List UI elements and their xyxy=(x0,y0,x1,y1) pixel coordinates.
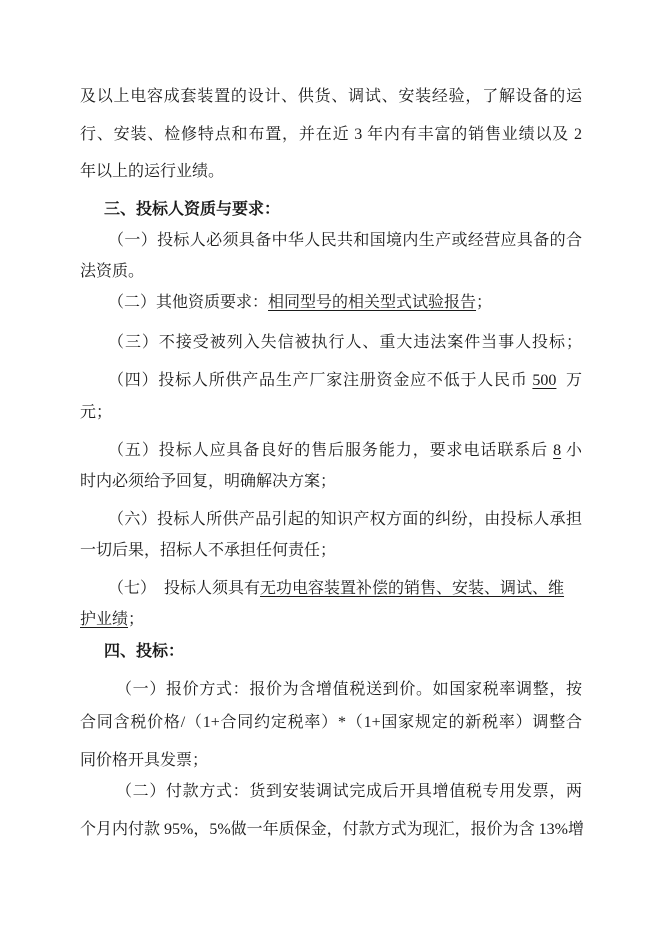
paragraph-line: 时内必须给予回复，明确解决方案； xyxy=(80,473,337,490)
paragraph-line: 年以上的运行业绩。 xyxy=(80,163,225,180)
paragraph-line: 及以上电容成套装置的设计、供货、调试、安装经验，了解设备的运 xyxy=(80,88,582,105)
paragraph-line xyxy=(80,609,582,631)
item-prefix: （四）投标人所供产品生产厂家注册资金应不低于人民币 xyxy=(108,372,528,389)
paragraph-line: （一）投标人必须具备中华人民共和国境内生产或经营应具备的合 xyxy=(108,232,582,249)
paragraph-line: （一）报价方式：报价为含增值税送到价。如国家税率调整，按 xyxy=(116,681,582,698)
item-prefix: （七） 投标人须具有 xyxy=(108,580,261,597)
paragraph-line: （二）付款方式：货到安装调试完成后开具增值税专用发票，两 xyxy=(116,783,582,800)
paragraph-line: （三）不接受被列入失信被执行人、重大违法案件当事人投标； xyxy=(108,334,582,351)
underlined-requirement: 相同型号的相关型式试验报告 xyxy=(268,294,477,311)
item-suffix: ； xyxy=(476,294,493,311)
underlined-requirement: 护业绩 xyxy=(80,611,129,628)
paragraph-line xyxy=(108,292,582,314)
paragraph-line: 行、安装、检修特点和布置，并在近 3 年内有丰富的销售业绩以及 2 xyxy=(80,126,582,143)
paragraph-line: （六）投标人所供产品引起的知识产权方面的纠纷，由投标人承担 xyxy=(108,511,582,528)
response-hours-value: 8 xyxy=(553,442,562,459)
section-heading: 三、投标人资质与要求： xyxy=(104,201,281,218)
item-suffix: 万 xyxy=(566,372,583,389)
item-suffix: ； xyxy=(128,611,145,628)
item-prefix: （五）投标人应具备良好的售后服务能力，要求电话联系后 xyxy=(108,442,549,459)
underlined-requirement: 无功电容装置补偿的销售、安装、调试、维 xyxy=(260,580,565,597)
section-heading: 四、投标： xyxy=(104,643,185,660)
item-suffix: 小 xyxy=(566,442,583,459)
paragraph-line xyxy=(108,370,582,392)
paragraph-line: 同价格开具发票； xyxy=(80,752,209,769)
paragraph-line xyxy=(108,440,582,462)
paragraph-line: 个月内付款 95%，5%做一年质保金，付款方式为现汇，报价为含 13%增 xyxy=(80,821,584,838)
paragraph-line: 合同含税价格/（1+合同约定税率）*（1+国家规定的新税率）调整合 xyxy=(80,714,582,731)
item-prefix: （二）其他资质要求： xyxy=(108,294,269,311)
paragraph-line xyxy=(108,578,582,600)
paragraph-line: 一切后果，招标人不承担任何责任； xyxy=(80,542,337,559)
registered-capital-value: 500 xyxy=(532,372,557,389)
paragraph-line: 法资质。 xyxy=(80,263,145,280)
paragraph-line: 元； xyxy=(80,404,113,421)
